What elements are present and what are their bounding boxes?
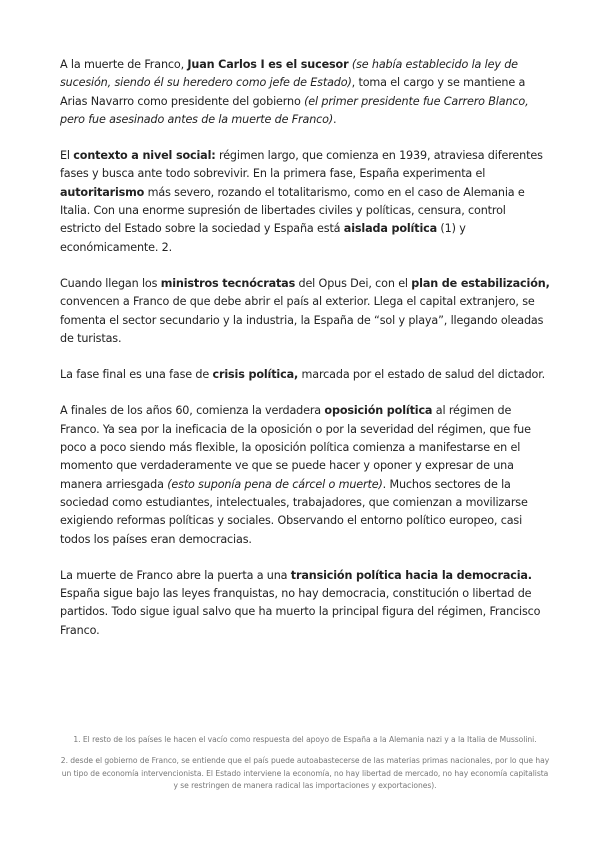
document-body	[60, 56, 550, 658]
bold-phrase: plan de estabilización,	[411, 276, 550, 290]
footnote-1: 1. El resto de los países le hacen el vacío como respuesta del apoyo de España a la Alemania nazi y a la Italia de Mussolini.	[73, 735, 537, 744]
text-run: régimen largo, que comienza en 1939, atraviesa diferentes fases y busca ante todo sobrevivir. En la primera fase, España experimenta el	[60, 149, 543, 181]
text-run: más severo, rozando el totalitarismo, como en el caso de Alemania e Italia. Con una enorme supresión de libertades civiles y políticas, censura, control estricto del Estado sobre la sociedad y España está	[60, 185, 525, 236]
italic-phrase: (el primer presidente fue Carrero Blanco, pero fue asesinado antes de la muerte de Franco)	[60, 94, 529, 126]
bold-phrase: Juan Carlos I es el sucesor	[187, 58, 349, 71]
bold-phrase: autoritarismo	[60, 185, 145, 199]
bold-phrase: contexto a nivel social:	[73, 149, 216, 163]
text-run: marcada por el estado de salud del dictador.	[298, 368, 546, 382]
bold-phrase: oposición política	[324, 404, 433, 418]
paragraph-social-context	[60, 147, 550, 257]
paragraph-transition	[60, 567, 550, 640]
bold-phrase: aislada política	[343, 222, 438, 236]
bold-phrase: crisis política,	[212, 368, 299, 382]
text-run: El	[60, 149, 74, 163]
bold-phrase: ministros tecnócratas	[160, 276, 296, 290]
italic-phrase: (esto suponía pena de cárcel o muerte)	[167, 477, 383, 491]
text-run: .	[333, 112, 337, 126]
text-run: . Muchos sectores de la sociedad como estudiantes, intelectuales, trabajadores, que comienzan a movilizarse exigiendo reformas políticas y sociales. Observando el entorno político europeo, casi todos los países eran democracias.	[60, 477, 528, 546]
text-run: A finales de los años 60, comienza la verdadera	[60, 404, 325, 418]
italic-phrase: (se había establecido la ley de sucesión, siendo él su heredero como jefe de Estado)	[60, 58, 518, 90]
footnote-2: 2. desde el gobierno de Franco, se entiende que el país puede autoabastecerse de las materias primas nacionales, por lo que hay un tipo de economía intervencionista. El Estado interviene la economía, no hay libertad de mercado, no hay economía capitalista y se restringen de manera radical las importaciones y exportaciones).	[60, 756, 550, 790]
text-run: , toma el cargo y se mantiene a Arias Navarro como presidente del gobierno	[60, 76, 526, 108]
paragraph-political-crisis	[60, 366, 550, 384]
text-run: La fase final es una fase de	[60, 368, 213, 382]
bold-phrase: transición política hacia la democracia.	[290, 568, 532, 582]
paragraph-technocrats	[60, 275, 550, 348]
text-run: (1) y económicamente. 2.	[60, 222, 466, 254]
text-run: A la muerte de Franco,	[60, 58, 188, 71]
text-run: Cuando llegan los	[60, 276, 161, 290]
text-run: España sigue bajo las leyes franquistas, no hay democracia, constitución o libertad de partidos. Todo sigue igual salvo que ha muerto la principal figura del régimen, Francisco Franco.	[60, 587, 541, 637]
text-run: al régimen de Franco. Ya sea por la ineficacia de la oposición o por la severidad del régimen, que fue poco a poco siendo más flexible, la oposición política comienza a manifestarse en el momento que verdaderamente ve que se puede hacer y oponer y expresar de una manera arriesgada	[60, 404, 531, 491]
text-run: convencen a Franco de que debe abrir el país al exterior. Llega el capital extranjero, se fomenta el sector secundario y la industria, la España de “sol y playa”, llegando oleadas de turistas.	[60, 295, 544, 345]
text-run: del Opus Dei, con el	[295, 276, 412, 290]
paragraph-succession	[60, 56, 550, 129]
paragraph-opposition	[60, 402, 550, 548]
footnotes	[60, 734, 550, 801]
text-run: La muerte de Franco abre la puerta a una	[60, 568, 291, 582]
